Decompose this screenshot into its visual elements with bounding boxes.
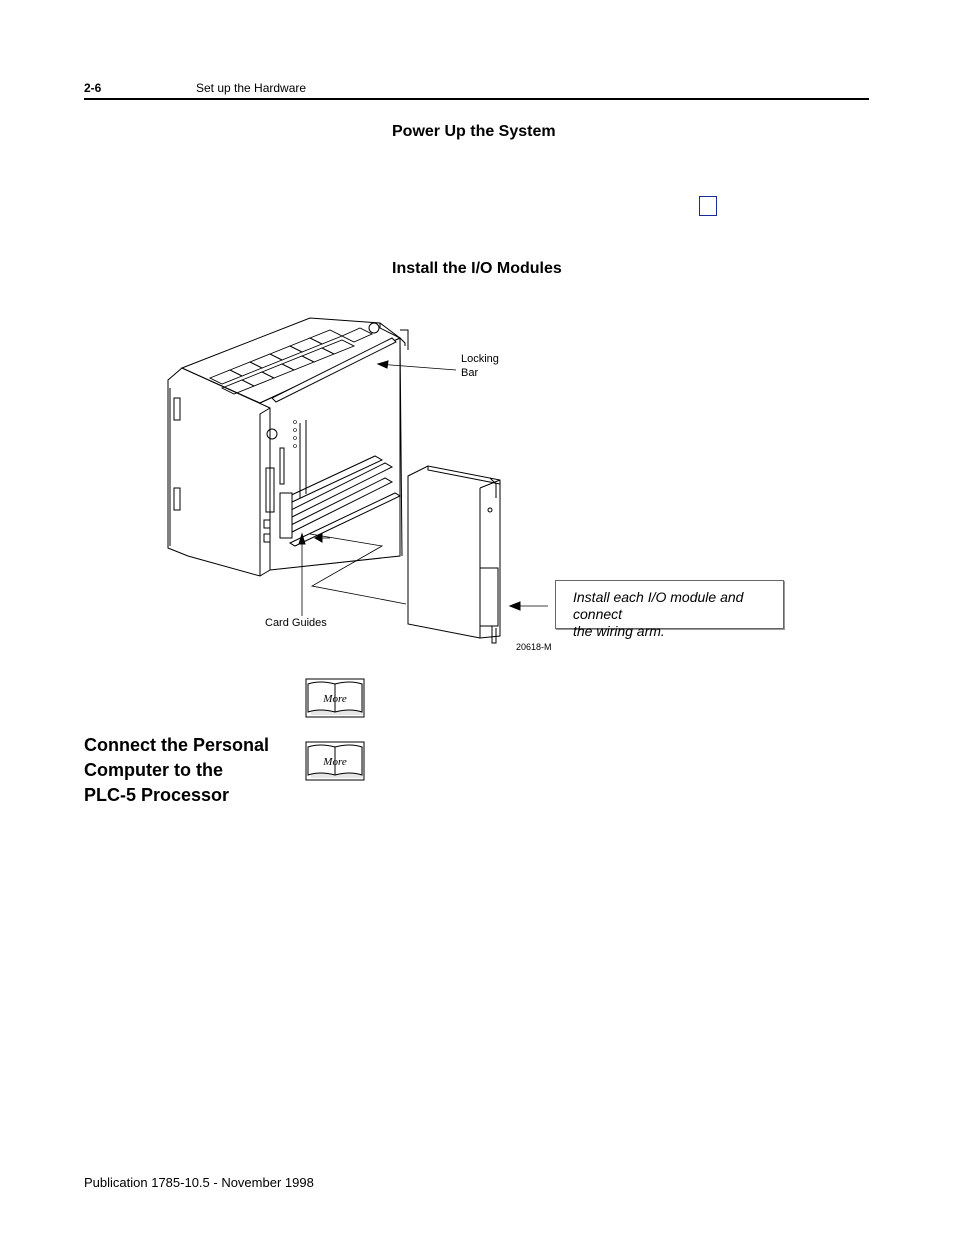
figure-number: 20618-M	[516, 642, 552, 652]
section-power-up-title: Power Up the System	[392, 123, 556, 140]
connect-title-line1: Connect the Personal	[84, 735, 270, 755]
locking-bar-label-line2: Bar	[461, 367, 479, 379]
section-install-io-title: Install the I/O Modules	[392, 260, 562, 277]
locking-bar-label	[461, 352, 499, 380]
publication-footer: Publication 1785-10.5 - November 1998	[84, 1175, 314, 1190]
svg-text:More: More	[323, 756, 347, 768]
page-number: 2-6	[84, 81, 102, 95]
header-rule	[84, 98, 869, 100]
section-connect-pc-title	[84, 733, 284, 808]
install-callout	[555, 580, 784, 639]
callout-line2: the wiring arm.	[573, 623, 665, 639]
locking-bar-label-line1: Locking	[461, 353, 499, 365]
card-guides-label: Card Guides	[265, 617, 327, 629]
chassis-illustration	[160, 298, 560, 658]
more-book-icon	[305, 741, 365, 786]
connect-title-line2: Computer to the	[84, 760, 223, 780]
svg-text:More: More	[323, 693, 347, 705]
more-book-icon	[305, 678, 365, 723]
callout-line1: Install each I/O module and connect	[573, 589, 744, 622]
checklist-checkbox[interactable]	[699, 196, 717, 216]
connect-title-line3: PLC-5 Processor	[84, 785, 230, 805]
chapter-title: Set up the Hardware	[196, 81, 307, 95]
